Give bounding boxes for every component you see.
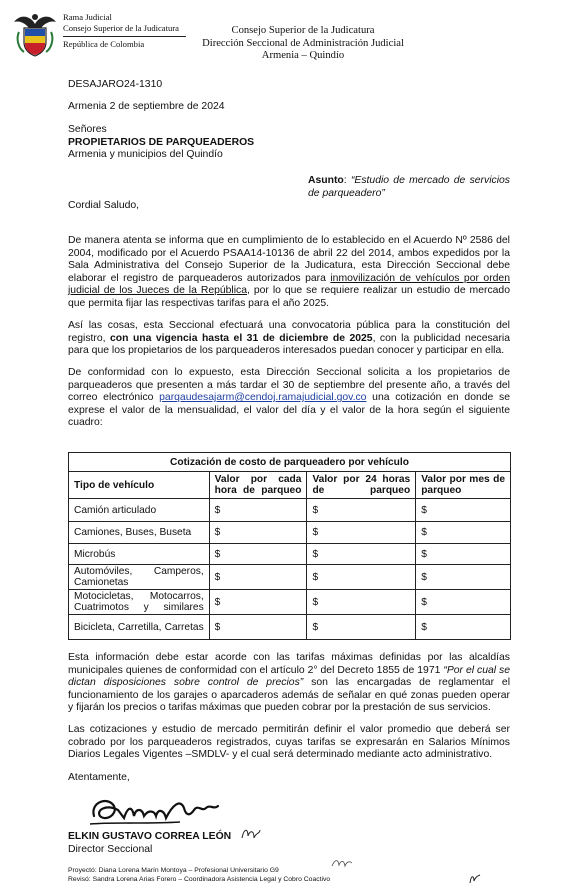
paragraph-3-text-b: una cotización en donde se exprese el valor de la mensualidad, el valor del día y el valor de la hora según el siguiente cuadro: [68, 392, 510, 429]
prepared-by-line [68, 867, 488, 876]
reviewed-by: Sandra Lorena Arias Forero – Coordinadora Asistencia Legal y Cobro Coactivo [92, 875, 331, 883]
coat-of-arms-icon [10, 8, 60, 60]
month-price-cell[interactable]: $ [416, 590, 511, 615]
subject-label: Asunto [308, 175, 344, 186]
paragraph-1 [68, 235, 510, 311]
hour-price-cell[interactable]: $ [209, 615, 307, 640]
month-price-cell[interactable]: $ [416, 615, 511, 640]
header-title-line-1: Consejo Superior de la Judicatura [231, 25, 375, 36]
signature-block [68, 831, 231, 856]
header-title-line-2: Dirección Seccional de Administración Judicial [202, 37, 404, 49]
hour-price-cell[interactable]: $ [209, 522, 307, 544]
signer-name: ELKIN GUSTAVO CORREA LEÓN [68, 831, 232, 842]
paragraph-4 [68, 652, 510, 715]
paragraph-2-text-b: , con la publicidad necesaria para que los propietarios de los parqueaderos interesados puedan conocer y participar en ella. [68, 332, 511, 357]
paragraph-4-text-b: son las encargadas de reglamentar el funcionamiento de los garajes o aparcaderos además de señalar en qué zonas pueden operar y fijarán los precios o tarifas máximas que pueden cobrar por la prestación de sus servicios. [68, 677, 511, 714]
column-header-month: Valor por mes de parqueo [416, 472, 511, 499]
vehicle-type-cell: Camión articulado [69, 499, 210, 522]
day-price-cell[interactable]: $ [307, 522, 416, 544]
prepared-label: Proyectó: [68, 867, 97, 874]
column-header-type: Tipo de vehículo [69, 472, 210, 499]
initials-mark [468, 873, 482, 885]
document-date: Armenia 2 de septiembre de 2024 [68, 101, 225, 112]
paragraph-4-italic: “Por el cual se dictan disposiciones sobre control de precios” [68, 664, 510, 689]
hour-price-cell[interactable]: $ [209, 499, 307, 522]
paragraph-4-text-a: Esta información debe estar acorde con las tarifas máximas definidas por las alcaldías municipales quienes de conformidad con el artículo 2° del Decreto 1855 de 1971 [68, 652, 510, 676]
table-row [69, 565, 511, 590]
initials-mark [330, 857, 354, 869]
vehicle-type-cell: Automóviles, Camperos, Camionetas [69, 565, 210, 590]
table-row [69, 544, 511, 565]
column-header-day: Valor por 24 horas de parqueo [307, 472, 416, 499]
table-row [69, 590, 511, 615]
org-name-line-1: Rama Judicial [63, 12, 112, 22]
column-header-hour: Valor por cada hora de parqueo [209, 472, 307, 499]
hour-price-cell[interactable]: $ [209, 544, 307, 565]
salutation: Cordial Saludo, [68, 200, 140, 211]
month-price-cell[interactable]: $ [416, 499, 511, 522]
day-price-cell[interactable]: $ [307, 590, 416, 615]
subject-text: “Estudio de mercado de servicios de parqueadero” [308, 175, 510, 199]
day-price-cell[interactable]: $ [307, 565, 416, 590]
paragraph-2-bold: con una vigencia hasta el 31 de diciembre de 2025 [110, 332, 373, 344]
header-title-line-3: Armenia – Quindío [261, 50, 345, 62]
addressee-block [68, 124, 254, 162]
vehicle-type-cell: Bicicleta, Carretilla, Carretas [69, 615, 210, 640]
paragraph-1-text-b: , por lo que se requiere realizar un estudio de mercado que permita fijar las respectivas tarifas para el año 2025. [68, 285, 510, 309]
vehicle-type-cell: Camiones, Buses, Buseta [69, 522, 210, 544]
month-price-cell[interactable]: $ [416, 544, 511, 565]
addressee-greeting: Señores [68, 124, 107, 135]
hour-price-cell[interactable]: $ [209, 590, 307, 615]
day-price-cell[interactable]: $ [307, 544, 416, 565]
subject-block: Asunto: “Estudio de mercado de servicios de parqueadero” [308, 175, 510, 199]
addressee-name: PROPIETARIOS DE PARQUEADEROS [68, 136, 255, 148]
paragraph-1-underlined: inmovilización de vehículos por orden judicial de los Jueces de la República [68, 272, 510, 297]
header-divider [63, 36, 186, 37]
letterhead [8, 6, 559, 68]
table-row [69, 499, 511, 522]
handwritten-signature [88, 792, 223, 832]
day-price-cell[interactable]: $ [307, 499, 416, 522]
paragraph-2-text-a: Así las cosas, esta Seccional efectuará una convocatoria pública para la constitución del registro, [68, 320, 510, 344]
closing: Atentamente, [68, 772, 130, 783]
org-name-line-2: Consejo Superior de la Judicatura [63, 22, 179, 33]
document-reference: DESAJARO24-1310 [68, 79, 163, 90]
addressee-place: Armenia y municipios del Quindío [68, 149, 223, 161]
table-title: Cotización de costo de parqueadero por vehículo [69, 453, 511, 472]
footer [68, 867, 488, 884]
reviewed-by-line [68, 876, 488, 885]
table-row [69, 522, 511, 544]
paragraph-1-text-a: De manera atenta se informa que en cumplimiento de lo establecido en el Acuerdo Nº 2586 del 2004, modificado por el Acuerdo PSAA14-10136 de abril 22 del 2014, ambos expedidos por la Sala Administrativa del Consejo Superior de la Judicatura, esta Dirección Seccional debe elaborar el registro de parqueaderos autorizados para [68, 235, 510, 284]
signer-role: Director Seccional [68, 843, 153, 855]
paragraph-2 [68, 320, 510, 358]
hour-price-cell[interactable]: $ [209, 565, 307, 590]
month-price-cell[interactable]: $ [416, 522, 511, 544]
country-name: República de Colombia [63, 39, 145, 49]
vehicle-type-cell: Microbús [69, 544, 210, 565]
month-price-cell[interactable]: $ [416, 565, 511, 590]
vehicle-type-cell: Motocicletas, Motocarros, Cuatrimotos y similares [69, 590, 210, 615]
paragraph-3-text-a: De conformidad con lo expuesto, esta Dirección Seccional solicita a los propietarios de parqueaderos que presenten a más tardar el 30 de septiembre del presente año, a través del correo electrónico [68, 367, 510, 404]
prepared-by: Diana Lorena Marín Montoya – Profesional Universitario G9 [98, 867, 279, 874]
table-row [69, 615, 511, 640]
reviewed-label: Revisó: [68, 875, 91, 883]
day-price-cell[interactable]: $ [307, 615, 416, 640]
paragraph-5: Las cotizaciones y estudio de mercado permitirán definir el valor promedio que deberá ser cobrado por los parqueaderos registrados, cuyas tarifas se expresarán en Salarios Mínimos Diarios Legales Vigentes –SMDLV- y el cual será determinado mediante acto administrativo. [68, 724, 510, 761]
initials-mark [240, 826, 262, 842]
email-link[interactable]: parqaudesajarm@cendoj.ramajudicial.gov.co [159, 392, 367, 404]
paragraph-3 [68, 367, 510, 430]
quotation-table [68, 452, 511, 640]
